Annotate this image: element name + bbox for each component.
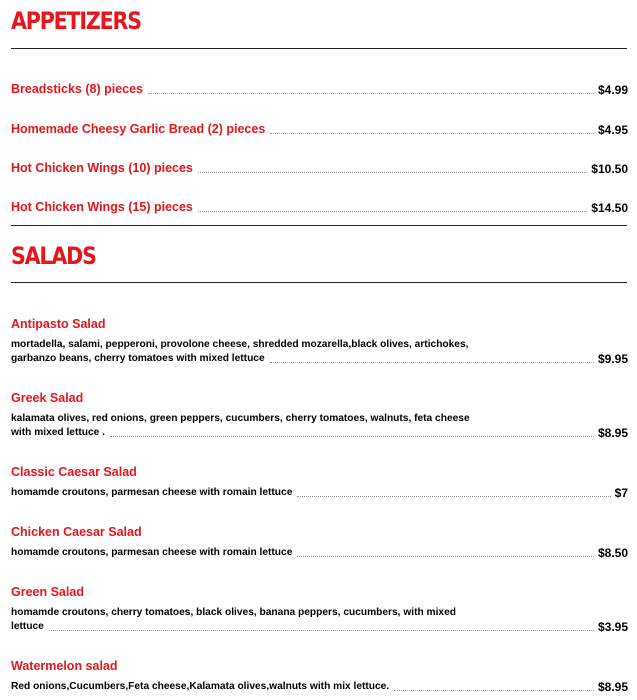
item-price: $14.50 — [591, 201, 628, 215]
item-price: $8.50 — [597, 546, 628, 560]
menu-item — [11, 659, 628, 694]
item-price: $10.50 — [591, 162, 628, 176]
item-name: Hot Chicken Wings (10) pieces — [11, 161, 193, 175]
menu-item — [11, 585, 628, 634]
section-divider — [11, 225, 627, 226]
section-title-appetizers: APPETIZERS — [11, 7, 141, 35]
section-title-salads: SALADS — [11, 242, 96, 270]
dot-leader — [49, 630, 594, 631]
dot-leader — [297, 556, 594, 557]
section-divider — [11, 282, 627, 283]
item-description-line: lettuce — [11, 621, 44, 632]
item-price: $8.95 — [597, 426, 628, 440]
dot-leader — [270, 362, 594, 363]
item-description-line: mortadella, salami, pepperoni, provolone cheese, shredded mozarella,black olives, artichokes, — [11, 339, 469, 350]
menu-item — [11, 465, 628, 500]
item-description-line: homamde croutons, cherry tomatoes, black olives, banana peppers, cucumbers, with mixed — [11, 607, 456, 618]
menu-item — [11, 122, 628, 137]
dot-leader — [270, 133, 594, 134]
item-name: Homemade Cheesy Garlic Bread (2) pieces — [11, 122, 266, 136]
item-name: Antipasto Salad — [11, 317, 106, 331]
dot-leader — [394, 690, 594, 691]
item-price: $7 — [614, 486, 628, 500]
dot-leader — [198, 172, 587, 173]
menu-item — [11, 317, 628, 366]
menu-item — [11, 391, 628, 440]
item-name: Hot Chicken Wings (15) pieces — [11, 200, 193, 214]
item-description-line: Red onions,Cucumbers,Feta cheese,Kalamata olives,walnuts with mix lettuce. — [11, 681, 390, 692]
item-name: Greek Salad — [11, 391, 84, 405]
item-name: Breadsticks (8) pieces — [11, 82, 144, 96]
menu-item — [11, 161, 628, 176]
item-price: $3.95 — [597, 620, 628, 634]
menu-item — [11, 200, 628, 215]
item-price: $8.95 — [597, 680, 628, 694]
item-description-line: homamde croutons, parmesan cheese with romain lettuce — [11, 547, 293, 558]
item-description-line: garbanzo beans, cherry tomatoes with mixed lettuce — [11, 353, 265, 364]
item-name: Watermelon salad — [11, 659, 118, 673]
item-price: $9.95 — [597, 352, 628, 366]
menu-item — [11, 525, 628, 560]
dot-leader — [148, 93, 594, 94]
menu-item — [11, 82, 628, 97]
item-name: Classic Caesar Salad — [11, 465, 137, 479]
item-price: $4.95 — [597, 123, 628, 137]
item-name: Chicken Caesar Salad — [11, 525, 142, 539]
dot-leader — [110, 436, 594, 437]
item-description-line: homamde croutons, parmesan cheese with romain lettuce — [11, 487, 293, 498]
item-description-line: with mixed lettuce . — [11, 427, 105, 438]
item-description-line: kalamata olives, red onions, green peppers, cucumbers, cherry tomatoes, walnuts, feta cheese — [11, 413, 470, 424]
dot-leader — [198, 211, 587, 212]
dot-leader — [297, 496, 610, 497]
item-name: Green Salad — [11, 585, 84, 599]
section-divider — [11, 48, 627, 49]
item-price: $4.99 — [597, 83, 628, 97]
